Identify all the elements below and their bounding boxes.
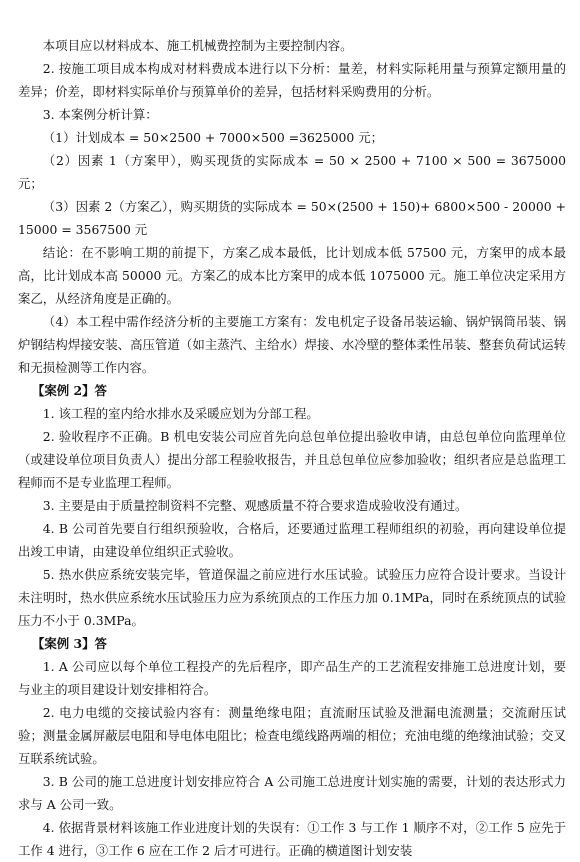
paragraph: 3. 本案例分析计算： (42, 107, 158, 122)
paragraph: （3）因素 2（方案乙），购买期货的实际成本 = 50×(2500 + 150)+ 6800×500 - 20000 + 15000 = 3567500 元 (18, 199, 566, 237)
paragraph: 本项目应以材料成本、施工机械费控制为主要控制内容。 (42, 38, 353, 53)
case3-item: 3. B 公司的施工总进度计划安排应符合 A 公司施工总进度计划实施的需要，计划的表达形式力求与 A 公司一致。 (18, 774, 566, 812)
case2-item: 4. B 公司首先要自行组织预验收，合格后，还要通过监理工程师组织的初验，再向建设单位提出竣工申请，由建设单位组织正式验收。 (18, 521, 566, 559)
paragraph: 结论：在不影响工期的前提下，方案乙成本最低，比计划成本低 57500 元，方案甲的成本最高，比计划成本高 50000 元。方案乙的成本比方案甲的成本低 1075000 元。施工单位决定采用方案乙，从经济角度是正确的。 (18, 245, 566, 306)
paragraph: （4）本工程中需作经济分析的主要施工方案有：发电机定子设备吊装运输、锅炉锅筒吊装、锅炉钢结构焊接安装、高压管道（如主蒸汽、主给水）焊接、水冷壁的整体柔性吊装、整套负荷试运转和无损检测等工作内容。 (18, 314, 566, 375)
case2-item: 1. 该工程的室内给水排水及采暖应划为分部工程。 (42, 406, 319, 421)
paragraph: （1）计划成本 = 50×2500 + 7000×500 =3625000 元； (42, 130, 384, 145)
case3-item: 4. 依据背景材料该施工作业进度计划的失误有：①工作 3 与工作 1 顺序不对，②工作 5 应先于工作 4 进行，③工作 6 应在工作 2 后才可进行。正确的横道图计划安装 (18, 820, 566, 858)
case2-item: 5. 热水供应系统安装完毕，管道保温之前应进行水压试验。试验压力应符合设计要求。当设计未注明时，热水供应系统水压试验压力应为系统顶点的工作压力加 0.1MPa，同时在系统顶点的试验压力不小于 0.3MPa。 (18, 567, 566, 628)
case3-item: 2. 电力电缆的交接试验内容有：测量绝缘电阻；直流耐压试验及泄漏电流测量；交流耐压试验；测量金属屏蔽层电阻和导电体电阻比；检查电缆线路两端的相位；充油电缆的绝缘油试验；交叉互联系统试验。 (18, 705, 566, 766)
case2-heading: 【案例 2】答 (32, 383, 107, 398)
case2-item: 3. 主要是由于质量控制资料不完整、观感质量不符合要求造成验收没有通过。 (42, 498, 468, 513)
case2-item: 2. 验收程序不正确。B 机电安装公司应首先向总包单位提出验收申请，由总包单位向监理单位（或建设单位项目负责人）提出分部工程验收报告，并且总包单位应参加验收；组织者应是总监理工程师而不是专业监理工程师。 (18, 429, 566, 490)
case3-item: 1. A 公司应以每个单位工程投产的先后程序，即产品生产的工艺流程安排施工总进度计划，要与业主的项目建设计划安排相符合。 (18, 659, 566, 697)
paragraph: 2. 按施工项目成本构成对材料费成本进行以下分析：量差，材料实际耗用量与预算定额用量的差异；价差，即材料实际单价与预算单价的差异，包括材料采购费用的分析。 (18, 61, 566, 99)
case3-heading: 【案例 3】答 (32, 636, 107, 651)
paragraph: （2）因素 1（方案甲），购买现货的实际成本 = 50 × 2500 + 7100 × 500 = 3675000 元； (18, 153, 566, 191)
